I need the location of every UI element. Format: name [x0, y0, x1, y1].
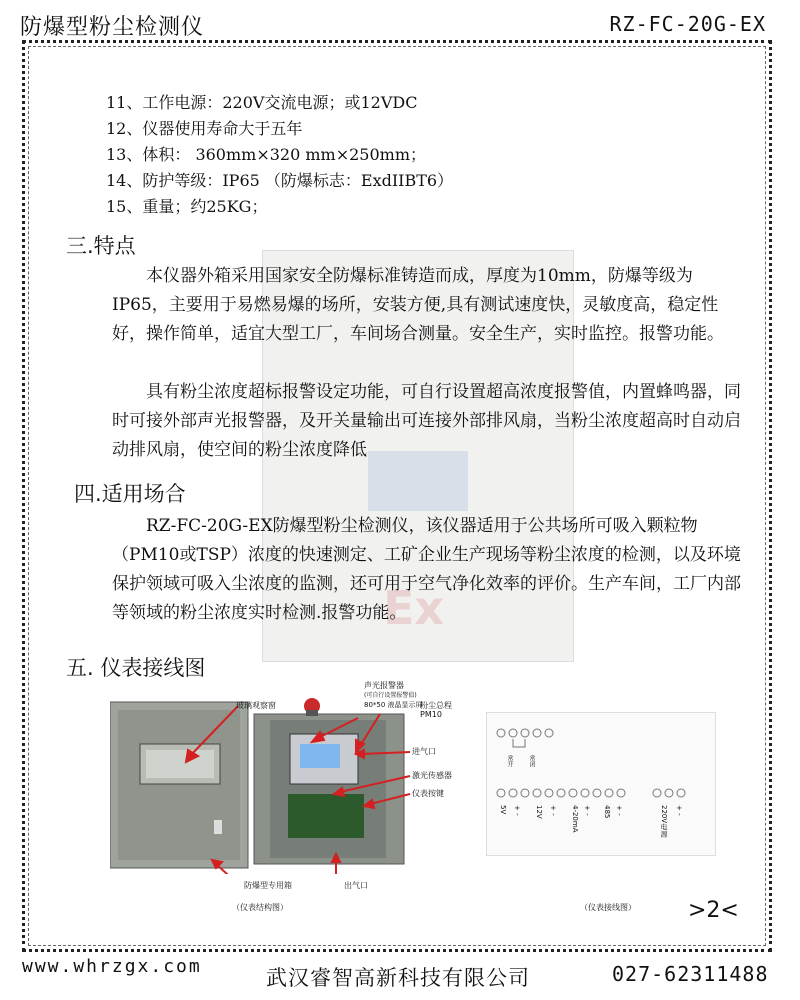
wiring-terminal-12v: 12V: [535, 805, 543, 819]
header-model: RZ-FC-20G-EX: [609, 12, 766, 36]
label-keys: 仪表按键: [412, 789, 444, 798]
wiring-terminals: [487, 713, 715, 855]
wiring-label-no: 常开: [506, 755, 513, 767]
page-number: >2<: [688, 898, 739, 923]
wiring-terminal-485-pol: + -: [615, 805, 623, 816]
label-inlet: 进气口: [412, 747, 436, 756]
label-lcd: 80*50 液晶显示屏: [364, 701, 423, 709]
label-alarm: 声光报警器: [364, 681, 404, 690]
section3-p2-text: 具有粉尘浓度超标报警设定功能，可自行设置超高浓度报警值，内置蜂鸣器，同时可接外部声光报警器，及开关量输出可连接外部排风扇，当粉尘浓度超高时自动启动排风扇，使空间的粉尘浓度降低: [112, 382, 741, 460]
wiring-terminal-5v: 5V: [499, 805, 507, 815]
label-glass-window: 玻璃观察窗: [236, 701, 276, 710]
section5-heading: 五. 仪表接线图: [66, 656, 206, 680]
section4-paragraph: [112, 512, 742, 628]
section3-heading: 三.特点: [66, 234, 136, 258]
spec-item: 14、防护等级：IP65 （防爆标志：ExdIIBT6）: [106, 171, 454, 190]
section4-heading: 四.适用场合: [74, 482, 186, 506]
label-outlet: 出气口: [344, 881, 368, 890]
label-pm10: PM10: [420, 710, 442, 719]
wiring-terminal-4-20ma: 4-20mA: [571, 805, 579, 833]
watermark-mark: Ex: [383, 581, 445, 635]
label-laser-sensor: 激光传感器: [412, 771, 452, 780]
label-sensor: 粉尘总程: [420, 701, 452, 710]
wiring-terminal-220v-pol: + -: [675, 805, 683, 816]
wiring-terminal-4-20ma-pol: + -: [583, 805, 591, 816]
spec-list: [106, 90, 453, 220]
footer-company: 武汉睿智高新科技有限公司: [266, 966, 530, 990]
label-alarm-note: (可自行设置报警值): [364, 692, 417, 699]
section4-p1-text: RZ-FC-20G-EX防爆型粉尘检测仪，该仪器适用于公共场所可吸入颗粒物（PM10或TSP）浓度的快速测定、工矿企业生产现场等粉尘浓度的检测，以及环境保护领域可吸入尘浓度的监测，还可用于空气净化效率的评价。生产车间，工厂内部等领域的粉尘浓度实时检测.报警功能。: [112, 516, 741, 623]
section3-p1-text: 本仪器外箱采用国家安全防爆标准铸造而成，厚度为10mm，防爆等级为IP65，主要用于易燃易爆的场所，安装方便,具有测试速度快，灵敏度高，稳定性好，操作简单，适宜大型工厂，车间场合测量。安全生产，实时监控。报警功能。: [112, 266, 724, 344]
instrument-structure-photo: [110, 696, 470, 874]
header-title: 防爆型粉尘检测仪: [20, 15, 205, 40]
wiring-terminal-485: 485: [603, 805, 611, 819]
wiring-terminal-12v-pol: + -: [549, 805, 557, 816]
footer-url: www.whrzgx.com: [22, 956, 202, 977]
spec-item: 15、重量；约25KG；: [106, 197, 268, 216]
spec-item: 11、工作电源：220V交流电源；或12VDC: [106, 93, 418, 112]
section3-paragraph-2: [112, 378, 742, 465]
spec-item: 13、体积： 360mm×320 mm×250mm；: [106, 145, 426, 164]
footer-phone: 027-62311488: [612, 962, 769, 986]
wiring-terminal-220v: 220V电源: [660, 805, 668, 838]
spec-item: 12、仪器使用寿命大于五年: [106, 119, 303, 138]
wiring-label-nc: 常闭: [528, 755, 535, 767]
wiring-terminal-5v-pol: + -: [513, 805, 521, 816]
label-box: 防爆型专用箱: [244, 881, 292, 890]
caption-wiring: （仪表接线图）: [580, 903, 636, 912]
wiring-diagram: [486, 712, 716, 856]
caption-structure: （仪表结构图）: [232, 903, 288, 912]
section3-paragraph-1: [112, 262, 742, 349]
